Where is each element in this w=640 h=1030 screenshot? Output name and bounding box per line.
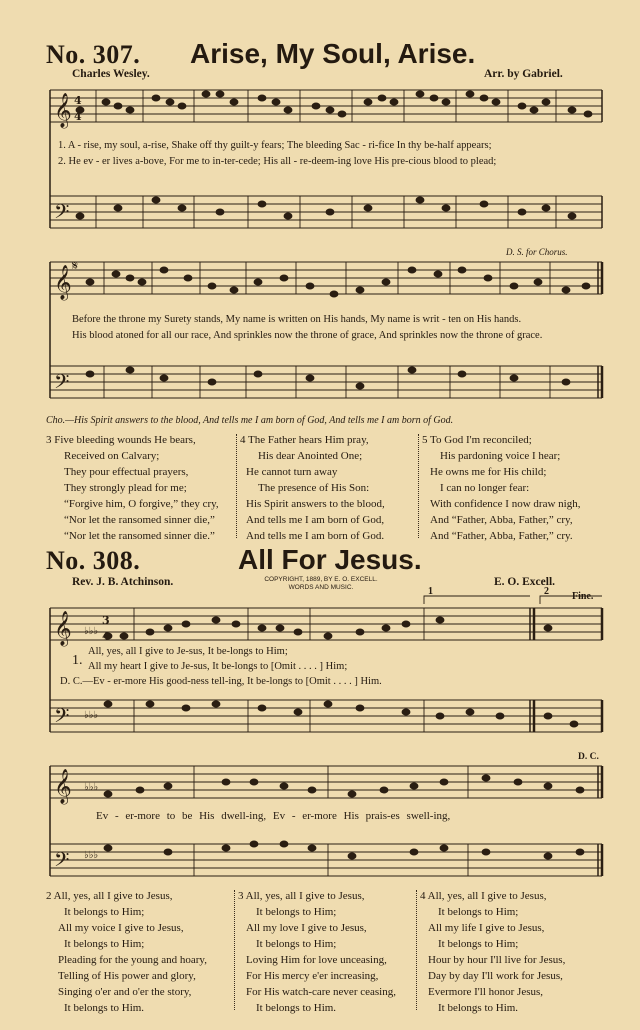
treble-clef-icon: 𝄞 bbox=[54, 265, 72, 300]
hymn-308-verse-number: 1. bbox=[72, 653, 83, 668]
segno-icon: 𝄋 bbox=[72, 258, 79, 274]
treble-clef-icon: 𝄞 bbox=[54, 611, 72, 646]
hymn-308-title: All For Jesus. bbox=[238, 544, 422, 575]
hymn-308-composer: E. O. Excell. bbox=[494, 576, 556, 588]
hymn-307-lyric-line2-verse2: His blood atoned for all our race, And sprinkles now the throne of grace, And sprinkles now the throne of grace. bbox=[72, 330, 543, 341]
flat-icon: ♭♭♭ bbox=[84, 782, 99, 793]
second-ending-label: 2 bbox=[544, 586, 549, 597]
hymn-308-author: Rev. J. B. Atchinson. bbox=[72, 576, 174, 588]
hymn-307-verse-5: 5 To God I'm reconciled; His pardoning voice I hear; He owns me for His child; I can no longer fear: With confidence I now draw nigh, And “Father, Abba, Father,” cry, And “Father, Abba, Father,” cry. bbox=[422, 434, 581, 542]
hymn-308-copyright: COPYRIGHT, 1889, BY E. O. EXCELL. WORDS AND MUSIC. bbox=[264, 576, 378, 591]
hymn-308-lyric-line1a: All, yes, all I give to Je-sus, It be-longs to Him; bbox=[88, 646, 288, 657]
hymn-308-lyric-line2: Ev - er-more to be His dwell-ing, Ev - er-more His prais-es swell-ing, bbox=[96, 810, 451, 822]
noteheads-307-1 bbox=[76, 91, 592, 219]
staff-308-2-bass bbox=[50, 844, 602, 876]
hymn-307-verse-3: 3 Five bleeding wounds He bears, Received on Calvary; They pour effectual prayers, They strongly plead for me; “Forgive him, O forgive,” they cry, “Nor let the ransomed sinner die,” “Nor let the ransomed sinner die.” bbox=[46, 434, 219, 542]
time-signature: 3 bbox=[102, 614, 110, 627]
bass-clef-icon: 𝄢 bbox=[54, 704, 70, 732]
column-divider bbox=[418, 434, 419, 538]
first-ending-label: 1 bbox=[428, 586, 433, 597]
noteheads-308-1 bbox=[104, 617, 578, 727]
hymn-307-lyric-line1-verse2: 2. He ev - er lives a-bove, For me to in-ter-cede; His all - re-deem-ing love His pre-cious blood to plead; bbox=[58, 156, 497, 167]
time-signature: 4 bbox=[74, 94, 82, 107]
flat-icon: ♭♭♭ bbox=[84, 850, 99, 861]
hymn-308-number: No. 308. bbox=[46, 546, 141, 575]
hymn-307-chorus: Cho.—His Spirit answers to the blood, And tells me I am born of God, And tells me I am born of God. bbox=[46, 415, 454, 426]
hymn-308-dc-line: D. C.—Ev - er-more His good-ness tell-ing, It be-longs to [Omit . . . . ] Him. bbox=[60, 676, 382, 687]
hymn-307-lyric-line2-verse1: Before the throne my Surety stands, My name is written on His hands, My name is writ - ten on His hands. bbox=[72, 314, 522, 325]
flat-icon: ♭♭♭ bbox=[84, 710, 99, 721]
hymn-308-verse-2: 2 All, yes, all I give to Jesus, It belongs to Him; All my voice I give to Jesus, It belongs to Him; Pleading for the young and hoary, Telling of His power and glory, Singing o'er and o'er the story, It belongs to Him. bbox=[46, 890, 207, 1014]
time-signature: 4 bbox=[102, 630, 110, 643]
hymn-307-title: Arise, My Soul, Arise. bbox=[190, 38, 476, 69]
hymn-307-arranger: Arr. by Gabriel. bbox=[484, 68, 563, 80]
hymn-307-verse-4: 4 The Father hears Him pray, His dear Anointed One; He cannot turn away The presence of His Son: His Spirit answers to the blood, And tells me I am born of God, And tells me I am born of God. bbox=[240, 434, 385, 542]
column-divider bbox=[234, 890, 235, 1010]
hymn-308-verse-3: 3 All, yes, all I give to Jesus, It belongs to Him; All my love I give to Jesus, It belongs to Him; Loving Him for love unceasing, For His mercy e'er increasing, For His watch-care never ceasing, It belongs to Him. bbox=[238, 890, 396, 1014]
noteheads-307-2 bbox=[86, 267, 590, 389]
bass-clef-icon: 𝄢 bbox=[54, 200, 70, 228]
treble-clef-icon: 𝄞 bbox=[54, 93, 72, 128]
bass-clef-icon: 𝄢 bbox=[54, 848, 70, 876]
column-divider bbox=[236, 434, 237, 538]
bass-clef-icon: 𝄢 bbox=[54, 370, 70, 398]
treble-clef-icon: 𝄞 bbox=[54, 769, 72, 804]
flat-icon: ♭♭♭ bbox=[84, 626, 99, 637]
fine-label: Fine. bbox=[572, 591, 594, 602]
time-signature: 4 bbox=[74, 110, 82, 123]
hymn-308-lyric-line1b: All my heart I give to Je-sus, It be-longs to [Omit . . . . ] Him; bbox=[88, 661, 348, 672]
dc-label: D. C. bbox=[578, 752, 599, 762]
column-divider bbox=[416, 890, 417, 1010]
hymn-308-verse-4: 4 All, yes, all I give to Jesus, It belongs to Him; All my life I give to Jesus, It belongs to Him; Hour by hour I'll live for Jesus, Day by day I'll work for Jesus, Evermore I'll honor Jesus, It belongs to Him. bbox=[420, 890, 566, 1014]
hymn-307-author: Charles Wesley. bbox=[72, 68, 150, 80]
ds-for-chorus: D. S. for Chorus. bbox=[506, 247, 568, 257]
hymn-307-lyric-line1-verse1: 1. A - rise, my soul, a-rise, Shake off thy guilt-y fears; The bleeding Sac - ri-fice In thy be-half appears; bbox=[58, 140, 492, 151]
hymn-307-number: No. 307. bbox=[46, 40, 141, 69]
